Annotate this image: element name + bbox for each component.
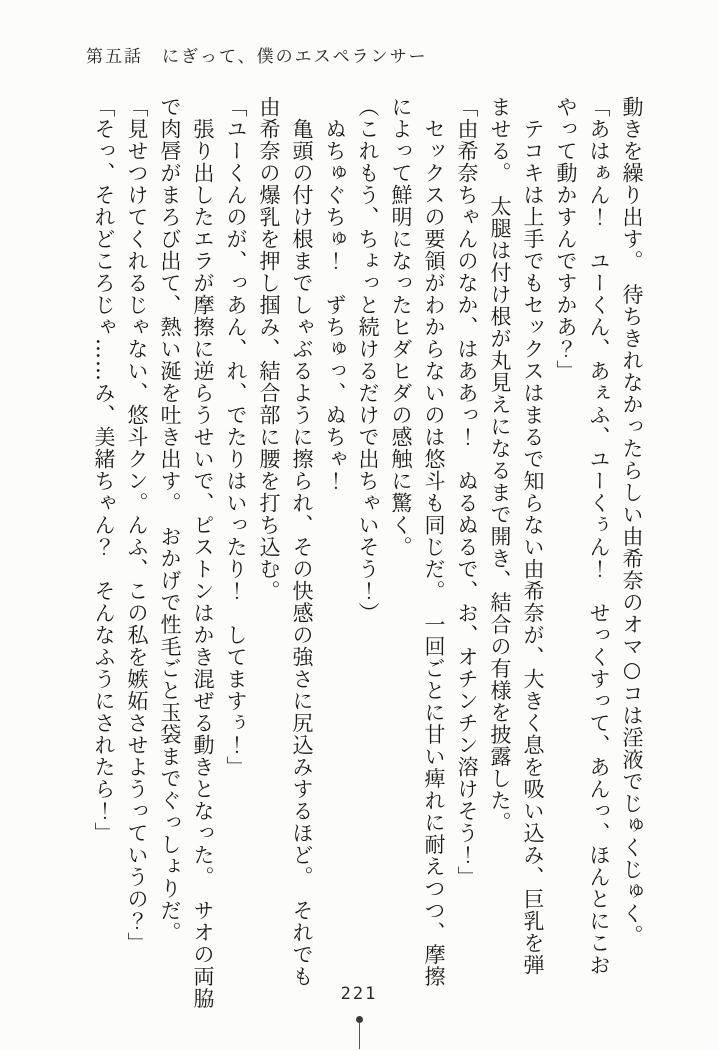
fold-mark-dot <box>356 1016 363 1023</box>
text-column: 「由希奈ちゃんのなか、はああっ！ ぬるぬるで、お、オチンチン溶けそう！」 <box>455 96 479 888</box>
text-column: 動きを繰り出す。 待ちきれなかったらしい由希奈のオマ○コは淫液でじゅくじゅく。 <box>620 96 644 947</box>
text-column: 亀頭の付け根までしゃぶるように擦られ、その快感の強さに尻込みするほど。 それでも <box>290 96 314 988</box>
text-column: で肉唇がまろび出て、熱い涎を吐き出す。 おかげで性毛ごと玉袋までぐっしょりだ。 <box>158 96 182 944</box>
fold-mark-ornament <box>355 1016 363 1050</box>
text-column: 「あはぁん！ ユーくん、あぇふ、ユーくぅん！ せっくすって、あんっ、ほんとにこお <box>587 96 611 976</box>
text-column: ぬちゅぐちゅ！ ずちゅっ、ぬちゃ！ <box>323 96 347 492</box>
text-column: 「そっ、それどころじゃ……み、美緒ちゃん？ そんなふうにされたら！」 <box>92 96 116 844</box>
text-column: （これもう、ちょっと続けるだけで出ちゃいそう！） <box>356 96 380 624</box>
page-number: 221 <box>340 984 378 1004</box>
fold-mark-line <box>359 1023 360 1049</box>
text-column: 由希奈の爆乳を押し掴み、結合部に腰を打ち込む。 <box>257 96 281 602</box>
text-column: 張り出したエラが摩擦に逆らうせいで、ピストンはかき混ぜる動きとなった。 サオの両脇 <box>191 96 215 1010</box>
text-column: 「ユーくんのが、っあん、れ、でたりはいったり！ してますぅ！」 <box>224 96 248 778</box>
text-column: テコキは上手でもセックスはまるで知らない由希奈が、大きく息を吸い込み、巨乳を弾 <box>521 96 545 976</box>
text-column: やって動かすんですかあ？」 <box>554 96 578 382</box>
text-column: ませる。 太腿は付け根が丸見えになるまで開き、結合の有様を披露した。 <box>488 96 512 834</box>
vertical-text-block <box>87 96 648 1026</box>
text-column: によって鮮明になったヒダヒダの感触に驚く。 <box>389 96 413 558</box>
text-column: セックスの要領がわからないのは悠斗も同じだ。 一回ごとに甘い痺れに耐えつつ、摩擦 <box>422 96 446 988</box>
text-column: 「見せつけてくれるじゃない、悠斗クン。んふ、この私を嫉妬させようっていうの？」 <box>125 96 149 954</box>
chapter-header: 第五話 にぎって、僕のエスペランサー <box>86 47 428 67</box>
